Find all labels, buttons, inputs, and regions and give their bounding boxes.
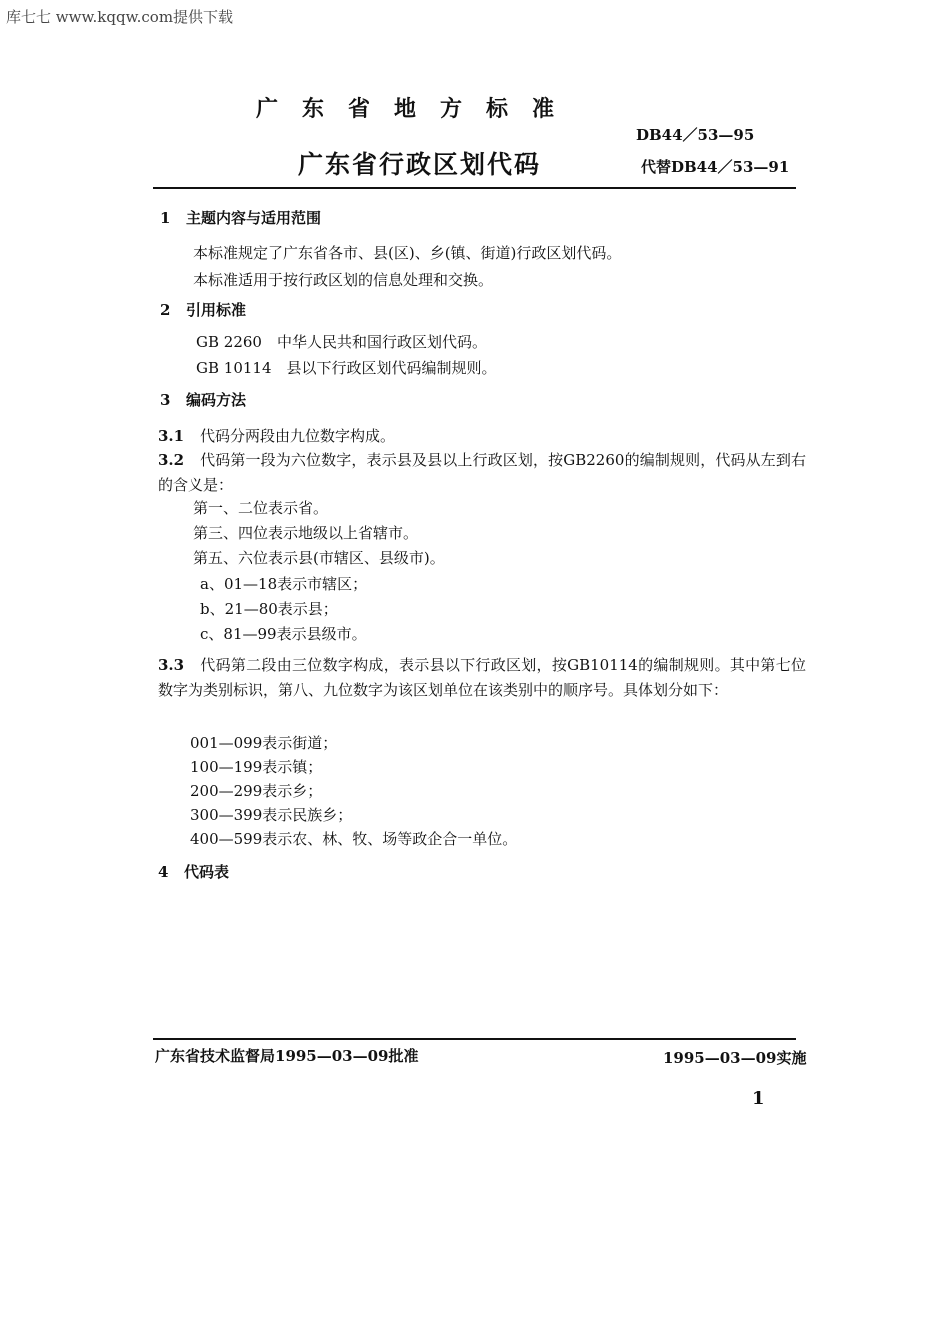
section-number: 4 <box>158 863 169 881</box>
clause-text: 代码第一段为六位数字，表示县及县以上行政区划，按GB2260的编制规则，代码从左到右的含义是： <box>158 451 806 494</box>
list-item: 300—399表示民族乡； <box>190 806 353 824</box>
section-4-heading <box>158 861 229 882</box>
footer-rule <box>153 1038 796 1040</box>
approval-line: 广东省技术监督局1995—03—09批准 <box>155 1047 419 1065</box>
watermark: 库七七 www.kqqw.com提供下载 <box>6 8 234 26</box>
paragraph: 本标准规定了广东省各市、县(区)、乡(镇、街道)行政区划代码。 <box>193 244 622 262</box>
sub-list-item: b、21—80表示县； <box>200 600 338 618</box>
list-item: 100—199表示镇； <box>190 758 323 776</box>
standard-code: DB44／53—95 <box>636 126 755 144</box>
replaces-code: 代替DB44／53—91 <box>641 158 790 176</box>
clause-number: 3.3 <box>158 656 185 674</box>
list-item: 001—099表示街道； <box>190 734 338 752</box>
sub-list-item: a、01—18表示市辖区； <box>200 575 368 593</box>
list-item: 第一、二位表示省。 <box>193 499 329 517</box>
section-title: 主题内容与适用范围 <box>186 209 322 227</box>
section-title: 引用标准 <box>186 301 247 319</box>
section-3-heading <box>160 389 246 410</box>
document-title: 广东省行政区划代码 <box>298 150 542 179</box>
effective-date: 1995—03—09实施 <box>663 1049 807 1067</box>
paragraph: 本标准适用于按行政区划的信息处理和交换。 <box>193 271 494 289</box>
section-1-heading <box>160 207 321 228</box>
list-item: 200—299表示乡； <box>190 782 323 800</box>
reference-item: GB 10114 县以下行政区划代码编制规则。 <box>196 359 497 377</box>
page-number: 1 <box>752 1088 765 1109</box>
reference-item: GB 2260 中华人民共和国行政区划代码。 <box>196 333 487 351</box>
standard-type: 广东省地方标准 <box>256 96 579 122</box>
clause-number: 3.1 <box>158 427 185 445</box>
list-item: 第三、四位表示地级以上省辖市。 <box>193 524 419 542</box>
sub-list-item: c、81—99表示县级市。 <box>200 625 367 643</box>
list-item: 第五、六位表示县(市辖区、县级市)。 <box>193 549 445 567</box>
list-item: 400—599表示农、林、牧、场等政企合一单位。 <box>190 830 518 848</box>
section-title: 代码表 <box>184 863 230 881</box>
clause-text: 代码分两段由九位数字构成。 <box>200 427 396 445</box>
section-number: 3 <box>160 391 171 409</box>
clause-text: 代码第二段由三位数字构成，表示县以下行政区划，按GB10114的编制规则。其中第七位数字为类别标识，第八、九位数字为该区划单位在该类别中的顺序号。具体划分如下： <box>158 656 806 699</box>
clause-3-3 <box>158 653 806 703</box>
clause-3-1 <box>158 425 395 446</box>
section-title: 编码方法 <box>186 391 247 409</box>
section-number: 1 <box>160 209 171 227</box>
header-rule <box>153 187 796 189</box>
section-2-heading <box>160 299 246 320</box>
clause-3-2 <box>158 448 806 498</box>
clause-number: 3.2 <box>158 451 185 469</box>
section-number: 2 <box>160 301 171 319</box>
